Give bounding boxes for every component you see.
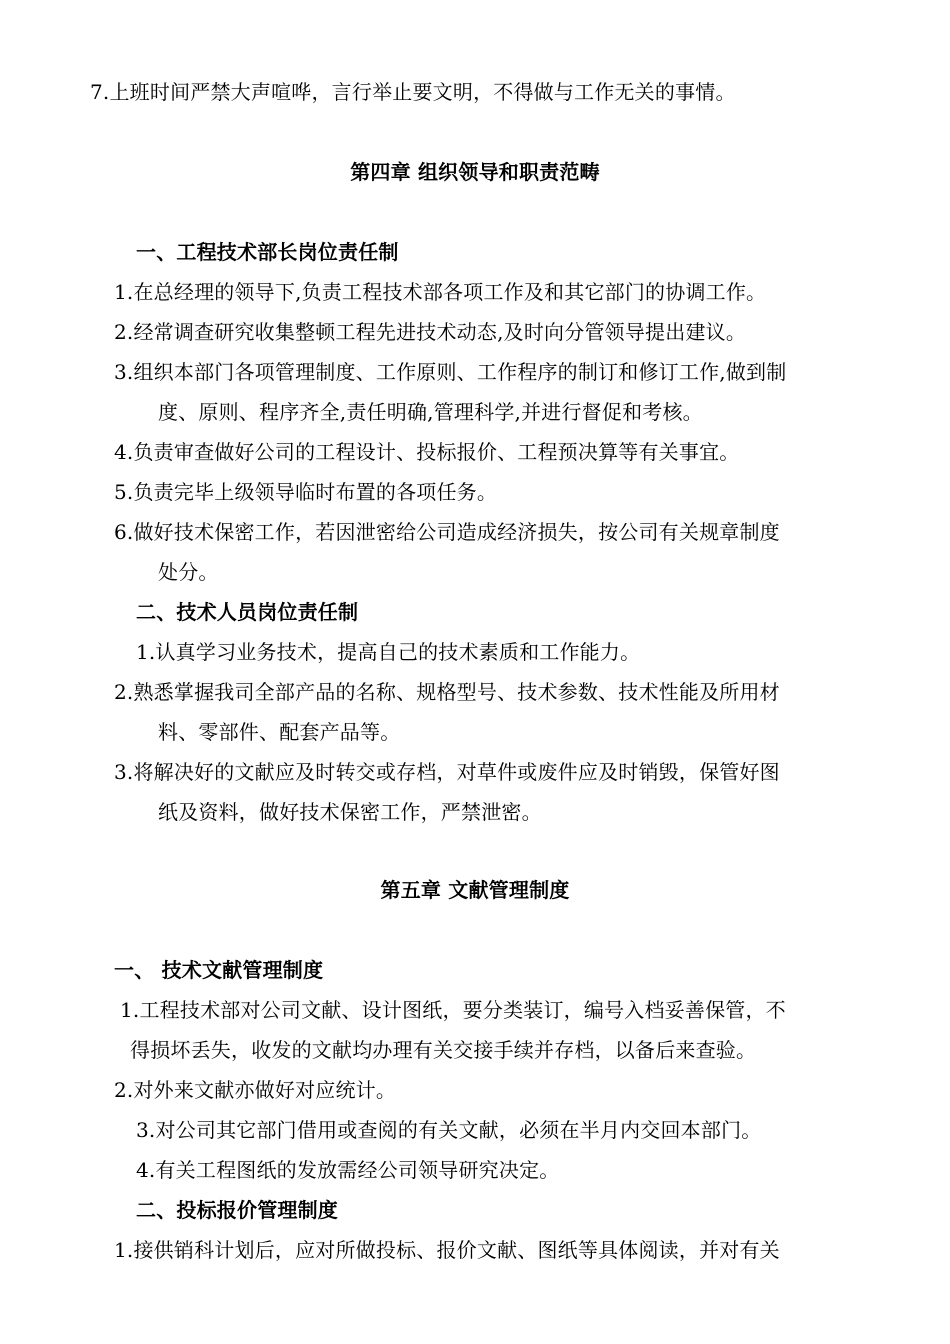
section-heading-tech-docs: 一、 技术文献管理制度: [114, 958, 324, 982]
dept-head-item-1: 1.在总经理的领导下,负责工程技术部各项工作及和其它部门的协调工作。: [114, 280, 767, 304]
dept-head-item-4: 4.负责审查做好公司的工程设计、投标报价、工程预决算等有关事宜。: [114, 440, 740, 464]
tech-staff-item-3-cont: 纸及资料，做好技术保密工作，严禁泄密。: [158, 800, 542, 824]
tech-staff-item-2: 2.熟悉掌握我司全部产品的名称、规格型号、技术参数、技术性能及所用材: [114, 680, 780, 704]
dept-head-item-5: 5.负责完毕上级领导临时布置的各项任务。: [114, 480, 498, 504]
section-heading-dept-head: 一、工程技术部长岗位责任制: [136, 240, 399, 264]
tech-docs-item-2: 2.对外来文献亦做好对应统计。: [114, 1078, 397, 1102]
section-heading-tech-staff: 二、技术人员岗位责任制: [136, 600, 359, 624]
chapter-4-title: 第四章 组织领导和职责范畴: [350, 160, 600, 184]
bidding-item-1: 1.接供销科计划后，应对所做投标、报价文献、图纸等具体阅读，并对有关: [114, 1238, 780, 1262]
dept-head-item-3: 3.组织本部门各项管理制度、工作原则、工作程序的制订和修订工作,做到制: [114, 360, 787, 384]
dept-head-item-2: 2.经常调查研究收集整顿工程先进技术动态,及时向分管领导提出建议。: [114, 320, 747, 344]
dept-head-item-6: 6.做好技术保密工作，若因泄密给公司造成经济损失，按公司有关规章制度: [114, 520, 780, 544]
rule-item-7: 7.上班时间严禁大声喧哗，言行举止要文明，不得做与工作无关的事情。: [90, 80, 736, 104]
tech-docs-item-1: 1.工程技术部对公司文献、设计图纸，要分类装订，编号入档妥善保管，不: [120, 998, 786, 1022]
tech-docs-item-1-cont: 得损坏丢失，收发的文献均办理有关交接手续并存档，以备后来查验。: [130, 1038, 757, 1062]
tech-docs-item-3: 3.对公司其它部门借用或查阅的有关文献，必须在半月内交回本部门。: [136, 1118, 762, 1142]
dept-head-item-6-cont: 处分。: [158, 560, 219, 584]
tech-staff-item-2-cont: 料、零部件、配套产品等。: [158, 720, 401, 744]
tech-docs-item-4: 4.有关工程图纸的发放需经公司领导研究决定。: [136, 1158, 560, 1182]
chapter-5-title: 第五章 文献管理制度: [380, 878, 570, 902]
tech-staff-item-1: 1.认真学习业务技术，提高自己的技术素质和工作能力。: [136, 640, 641, 664]
dept-head-item-3-cont: 度、原则、程序齐全,责任明确,管理科学,并进行督促和考核。: [158, 400, 703, 424]
tech-staff-item-3: 3.将解决好的文献应及时转交或存档，对草件或废件应及时销毁，保管好图: [114, 760, 780, 784]
section-heading-bidding: 二、投标报价管理制度: [136, 1198, 338, 1222]
